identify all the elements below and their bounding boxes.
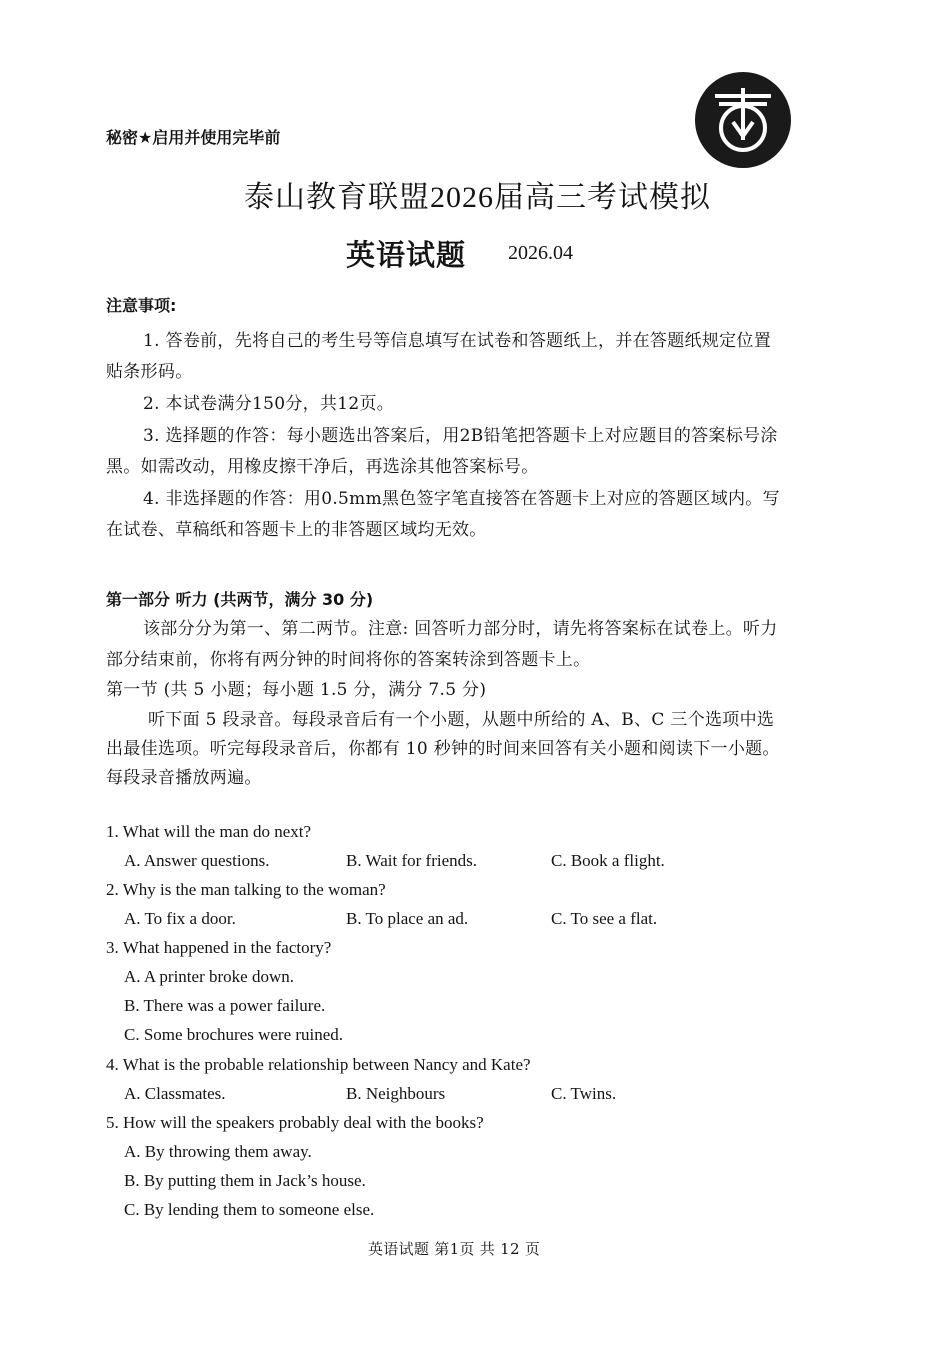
exam-title: 泰山教育联盟2026届高三考试模拟 <box>244 181 711 214</box>
question-5-option-b: B. By putting them in Jack’s house. <box>124 1171 366 1190</box>
note-1-line1: 1. 答卷前，先将自己的考生号等信息填写在试卷和答题纸上，并在答题纸规定位置 <box>143 331 772 351</box>
section1-line2: 出最佳选项。听完每段录音后，你都有 10 秒钟的时间来回答有关小题和阅读下一小题。 <box>106 739 780 759</box>
question-1-option-a: A. Answer questions. <box>124 851 270 870</box>
note-2-line1: 2. 本试卷满分150分，共12页。 <box>143 394 395 414</box>
note-4-line2: 在试卷、草稿纸和答题卡上的非答题区域均无效。 <box>106 520 487 540</box>
question-5-option-a: A. By throwing them away. <box>124 1142 312 1161</box>
part1-intro-line2: 部分结束前，你将有两分钟的时间将你的答案转涂到答题卡上。 <box>106 650 591 670</box>
subject-title: 英语试题 <box>346 238 467 272</box>
question-1-option-c: C. Book a flight. <box>551 851 665 870</box>
question-2-stem: 2. Why is the man talking to the woman? <box>106 880 386 899</box>
notes-heading: 注意事项: <box>106 296 177 315</box>
page-footer: 英语试题 第1页 共 12 页 <box>368 1240 541 1258</box>
question-4-option-a: A. Classmates. <box>124 1084 226 1103</box>
question-3-option-a: A. A printer broke down. <box>124 967 294 986</box>
section1-line1: 听下面 5 段录音。每段录音后有一个小题，从题中所给的 A、B、C 三个选项中选 <box>148 710 775 730</box>
question-2-option-b: B. To place an ad. <box>346 909 469 928</box>
note-1-line2: 贴条形码。 <box>106 362 193 382</box>
section1-heading: 第一节 (共 5 小题；每小题 1.5 分，满分 7.5 分) <box>106 680 487 700</box>
note-4-line1: 4. 非选择题的作答：用0.5mm黑色签字笔直接答在答题卡上对应的答题区域内。写 <box>143 489 780 509</box>
question-3-option-b: B. There was a power failure. <box>124 996 326 1015</box>
section1-line3: 每段录音播放两遍。 <box>106 768 262 788</box>
question-2-option-a: A. To fix a door. <box>124 909 236 928</box>
question-4-option-b: B. Neighbours <box>346 1084 446 1103</box>
alliance-logo-icon <box>693 70 793 170</box>
note-3-line2: 黑。如需改动，用橡皮擦干净后，再选涂其他答案标号。 <box>106 457 539 477</box>
question-2-option-c: C. To see a flat. <box>551 909 658 928</box>
confidential-label: 秘密★启用并使用完毕前 <box>106 128 281 147</box>
question-3-stem: 3. What happened in the factory? <box>106 938 332 957</box>
question-4-stem: 4. What is the probable relationship between Nancy and Kate? <box>106 1055 531 1074</box>
question-1-option-b: B. Wait for friends. <box>346 851 477 870</box>
note-3-line1: 3. 选择题的作答：每小题选出答案后，用2B铅笔把答题卡上对应题目的答案标号涂 <box>143 426 778 446</box>
question-5-stem: 5. How will the speakers probably deal with the books? <box>106 1113 484 1132</box>
exam-date: 2026.04 <box>508 242 573 264</box>
part1-intro-line1: 该部分分为第一、第二两节。注意: 回答听力部分时，请先将答案标在试卷上。听力 <box>143 619 778 639</box>
question-5-option-c: C. By lending them to someone else. <box>124 1200 375 1219</box>
question-3-option-c: C. Some brochures were ruined. <box>124 1025 344 1044</box>
part1-heading: 第一部分 听力 (共两节，满分 30 分) <box>106 590 374 609</box>
question-1-stem: 1. What will the man do next? <box>106 822 312 841</box>
question-4-option-c: C. Twins. <box>551 1084 617 1103</box>
